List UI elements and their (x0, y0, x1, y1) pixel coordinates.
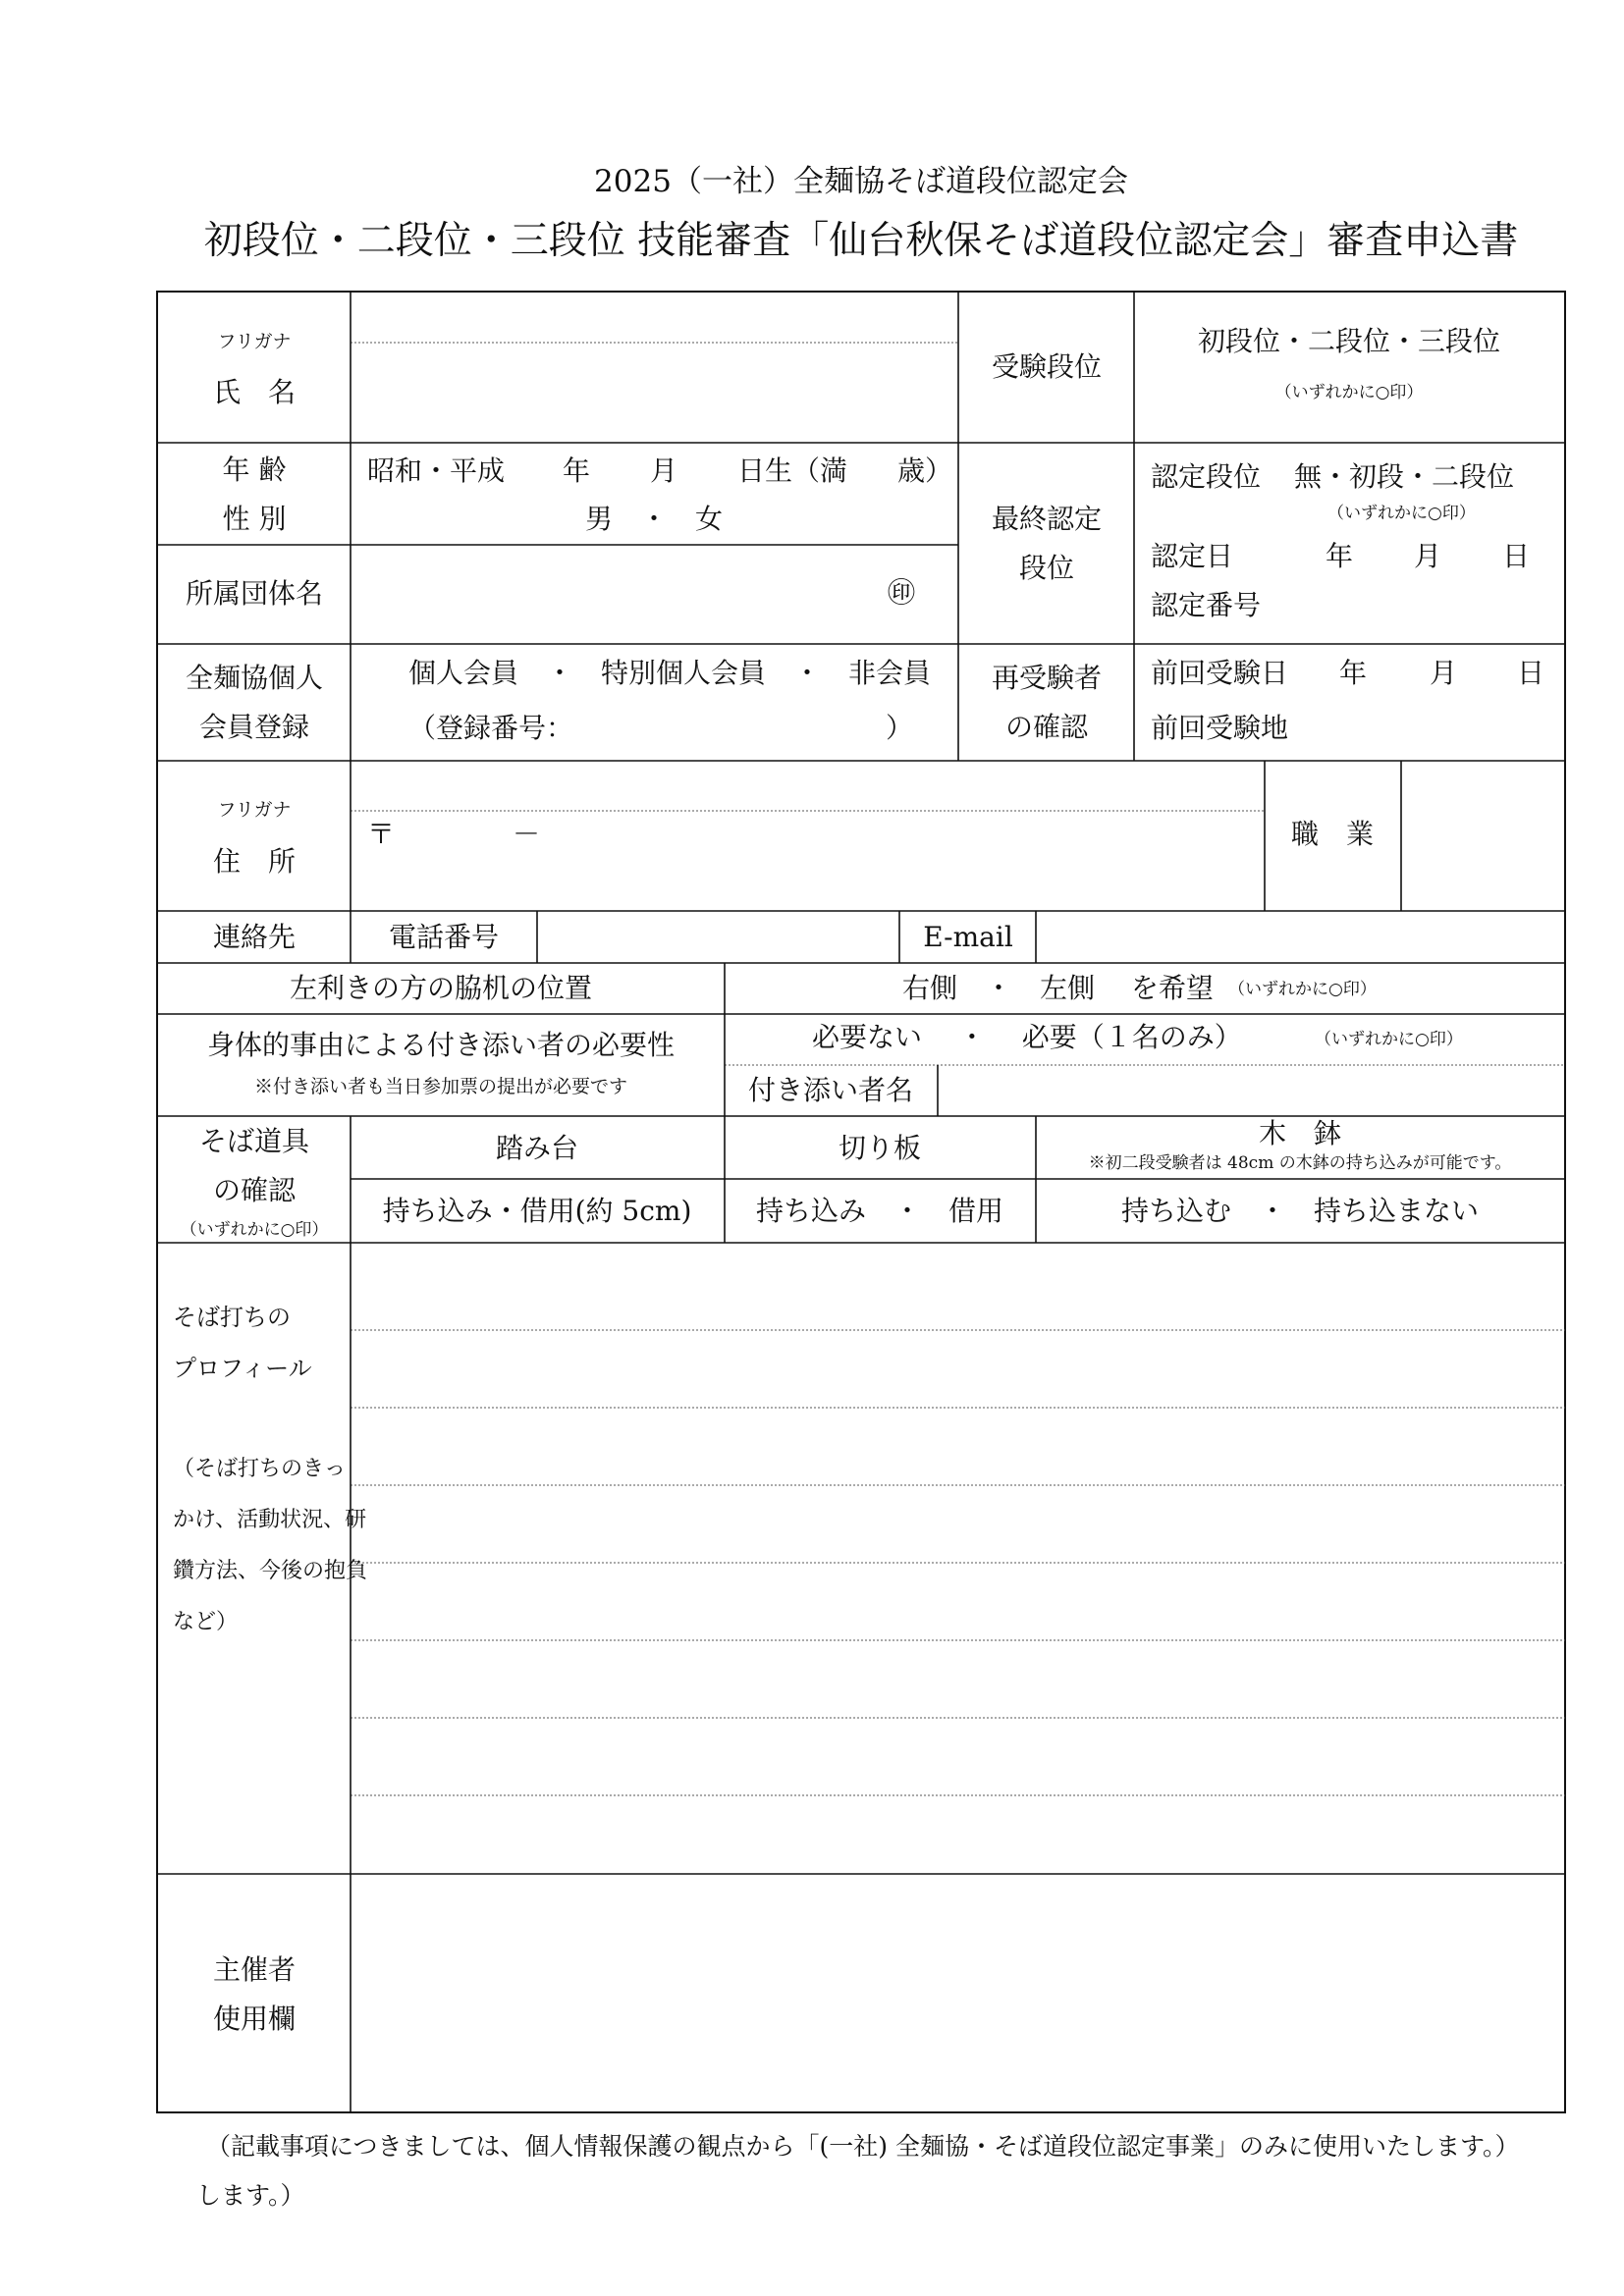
group-label: 所属団体名 (185, 577, 324, 610)
occupation-label: 職 業 (1290, 818, 1375, 850)
exam-rank-label: 受験段位 (991, 350, 1103, 383)
address-furigana-field[interactable] (355, 766, 1259, 807)
cert-date-month: 月 (1414, 540, 1442, 572)
sex-label: 性 別 (222, 503, 287, 535)
membership-options[interactable]: 個人会員 ・ 特別個人会員 ・ 非会員 (408, 657, 932, 689)
cert-rank-note: （いずれかに○印） (1327, 504, 1476, 523)
step-stool-label: 踏み台 (495, 1132, 579, 1164)
attendant-sub-note: ※付き添い者も当日参加票の提出が必要です (253, 1076, 628, 1097)
cutting-board-label: 切り板 (838, 1132, 922, 1164)
profile-hint-3: 鑽方法、今後の抱負 (173, 1559, 368, 1583)
cutting-board-options[interactable]: 持ち込み ・ 借用 (755, 1195, 1004, 1227)
birth-day-unit: 日生（満 (737, 454, 848, 487)
name-furigana-field[interactable] (355, 296, 954, 340)
tools-label-2: の確認 (212, 1174, 297, 1206)
profile-label-1: そば打ちの (173, 1304, 291, 1331)
profile-text-area[interactable] (355, 1247, 1560, 1870)
tools-label-1: そば道具 (198, 1125, 310, 1157)
address-label: 住 所 (212, 845, 297, 878)
birth-year-unit: 年 (563, 454, 591, 487)
privacy-note: （記載事項につきましては、個人情報保護の観点から「(一社) 全麺協・そば道段位認定事業」のみに使用いたします。） (206, 2132, 1520, 2161)
postal-dash: － (513, 818, 541, 850)
age-label: 年 齢 (222, 454, 287, 486)
attendant-options[interactable]: 必要ない ・ 必要（１名のみ） (812, 1021, 1242, 1053)
phone-label: 電話番号 (388, 921, 500, 953)
cert-number-label: 認定番号 (1151, 589, 1262, 621)
profile-hint-2: かけ、活動状況、研 (173, 1508, 367, 1532)
organizer-label-2: 使用欄 (212, 2002, 297, 2035)
exam-rank-options[interactable]: 初段位・二段位・三段位 (1197, 325, 1501, 357)
attendant-note: （いずれかに○印） (1315, 1030, 1463, 1049)
cert-date-year: 年 (1326, 540, 1354, 572)
cert-rank-label: 認定段位 (1151, 460, 1262, 493)
sex-options[interactable]: 男 ・ 女 (584, 503, 724, 535)
step-stool-options[interactable]: 持ち込み・借用(約 5cm) (382, 1195, 692, 1227)
birth-month-unit: 月 (650, 454, 678, 487)
age-unit: 歳） (897, 454, 953, 487)
address-furigana-label: フリガナ (217, 799, 292, 821)
retake-label-2: の確認 (1004, 711, 1089, 743)
form-title: 初段位・二段位・三段位 技能審査「仙台秋保そば道段位認定会」審査申込書 (203, 219, 1519, 263)
prev-exam-year: 年 (1339, 657, 1368, 689)
email-label: E-mail (923, 921, 1013, 953)
attendant-name-field[interactable] (942, 1069, 1560, 1112)
cert-date-label: 認定日 (1151, 540, 1234, 572)
name-field[interactable] (355, 347, 954, 438)
final-rank-label-1: 最終認定 (991, 503, 1103, 535)
occupation-field[interactable] (1405, 766, 1560, 907)
wooden-bowl-note: ※初二段受験者は 48cm の木鉢の持ち込みが可能です。 (1088, 1153, 1512, 1173)
cert-rank-options[interactable]: 無・初段・二段位 (1294, 460, 1515, 493)
prev-exam-place-label: 前回受験地 (1151, 712, 1289, 744)
birth-era-options[interactable]: 昭和・平成 (367, 454, 506, 487)
privacy-note-continued: します。） (196, 2181, 305, 2210)
organizer-label-1: 主催者 (212, 1953, 297, 1986)
membership-label-2: 会員登録 (198, 711, 310, 743)
exam-rank-note: （いずれかに○印） (1274, 383, 1424, 402)
contact-label: 連絡先 (212, 921, 297, 953)
name-label: 氏 名 (212, 376, 297, 408)
registration-number-close: ） (886, 712, 914, 744)
prev-exam-date-label: 前回受験日 (1151, 657, 1289, 689)
lefty-desk-note: （いずれかに○印） (1228, 980, 1377, 999)
retake-label-1: 再受験者 (991, 662, 1103, 694)
cert-date-day: 日 (1502, 540, 1531, 572)
tools-note: （いずれかに○印） (180, 1220, 329, 1240)
profile-hint-1: （そば打ちのきっ (173, 1457, 347, 1481)
organizer-use-area (355, 1878, 1560, 2109)
group-field[interactable] (355, 550, 954, 640)
name-furigana-label: フリガナ (217, 331, 292, 352)
wooden-bowl-label: 木 鉢 (1258, 1117, 1342, 1149)
form-supertitle: 2025（一社）全麺協そば道段位認定会 (594, 164, 1128, 199)
email-field[interactable] (1040, 915, 1560, 959)
prev-exam-month: 月 (1430, 657, 1458, 689)
seal-mark: ㊞ (888, 576, 916, 609)
lefty-desk-options[interactable]: 右側 ・ 左側 を希望 (902, 972, 1214, 1004)
profile-hint-4: など） (173, 1610, 239, 1634)
registration-number-open: （登録番号： (408, 712, 574, 744)
lefty-desk-label: 左利きの方の脇机の位置 (289, 972, 593, 1004)
prev-exam-day: 日 (1517, 657, 1545, 689)
phone-field[interactable] (541, 915, 894, 959)
postal-mark: 〒 (367, 818, 396, 850)
profile-label-2: プロフィール (173, 1355, 312, 1382)
attendant-name-label: 付き添い者名 (747, 1074, 914, 1106)
wooden-bowl-options[interactable]: 持ち込む ・ 持ち込まない (1120, 1195, 1480, 1227)
membership-label-1: 全麺協個人 (185, 662, 324, 694)
attendant-label: 身体的事由による付き添い者の必要性 (206, 1029, 676, 1061)
final-rank-label-2: 段位 (1018, 552, 1075, 584)
